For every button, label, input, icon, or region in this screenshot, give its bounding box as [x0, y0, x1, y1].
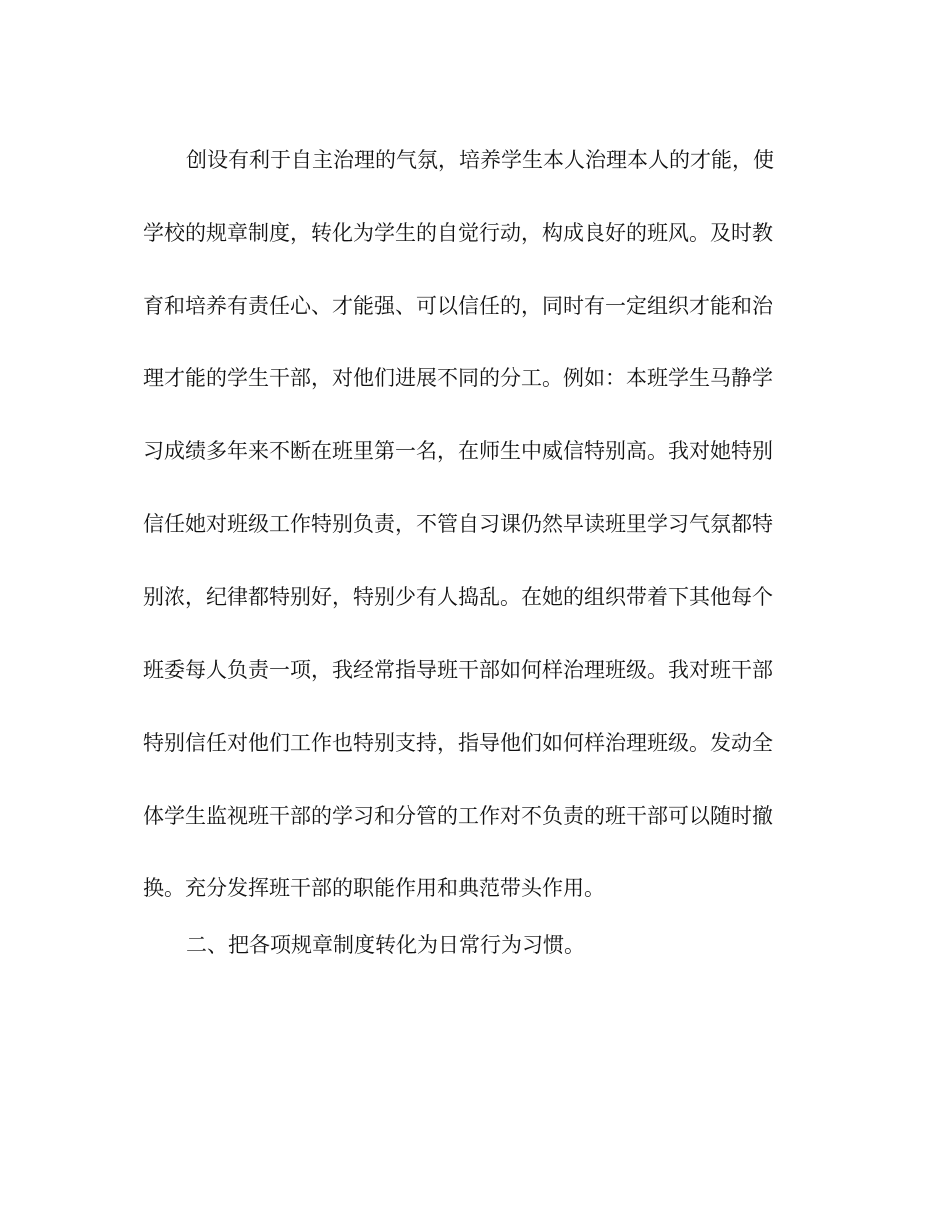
paragraph-line: 习成绩多年来不断在班里第一名，在师生中威信特别高。我对她特别 [143, 439, 773, 463]
paragraph-line: 理才能的学生干部，对他们进展不同的分工。例如：本班学生马静学 [143, 366, 773, 390]
section-heading: 二、把各项规章制度转化为日常行为习惯。 [186, 933, 585, 957]
paragraph-line: 别浓，纪律都特别好，特别少有人捣乱。在她的组织带着下其他每个 [143, 585, 773, 609]
paragraph-line: 班委每人负责一项，我经常指导班干部如何样治理班级。我对班干部 [143, 658, 773, 682]
paragraph-line: 换。充分发挥班干部的职能作用和典范带头作用。 [143, 876, 605, 900]
paragraph-line: 特别信任对他们工作也特别支持，指导他们如何样治理班级。发动全 [143, 731, 773, 755]
paragraph-line: 育和培养有责任心、才能强、可以信任的，同时有一定组织才能和治 [143, 294, 773, 318]
paragraph-line: 创设有利于自主治理的气氛，培养学生本人治理本人的才能，使 [186, 148, 774, 172]
paragraph-line: 体学生监视班干部的学习和分管的工作对不负责的班干部可以随时撤 [143, 804, 773, 828]
paragraph-line: 信任她对班级工作特别负责，不管自习课仍然早读班里学习气氛都特 [143, 512, 773, 536]
paragraph-line: 学校的规章制度，转化为学生的自觉行动，构成良好的班风。及时教 [143, 221, 773, 245]
